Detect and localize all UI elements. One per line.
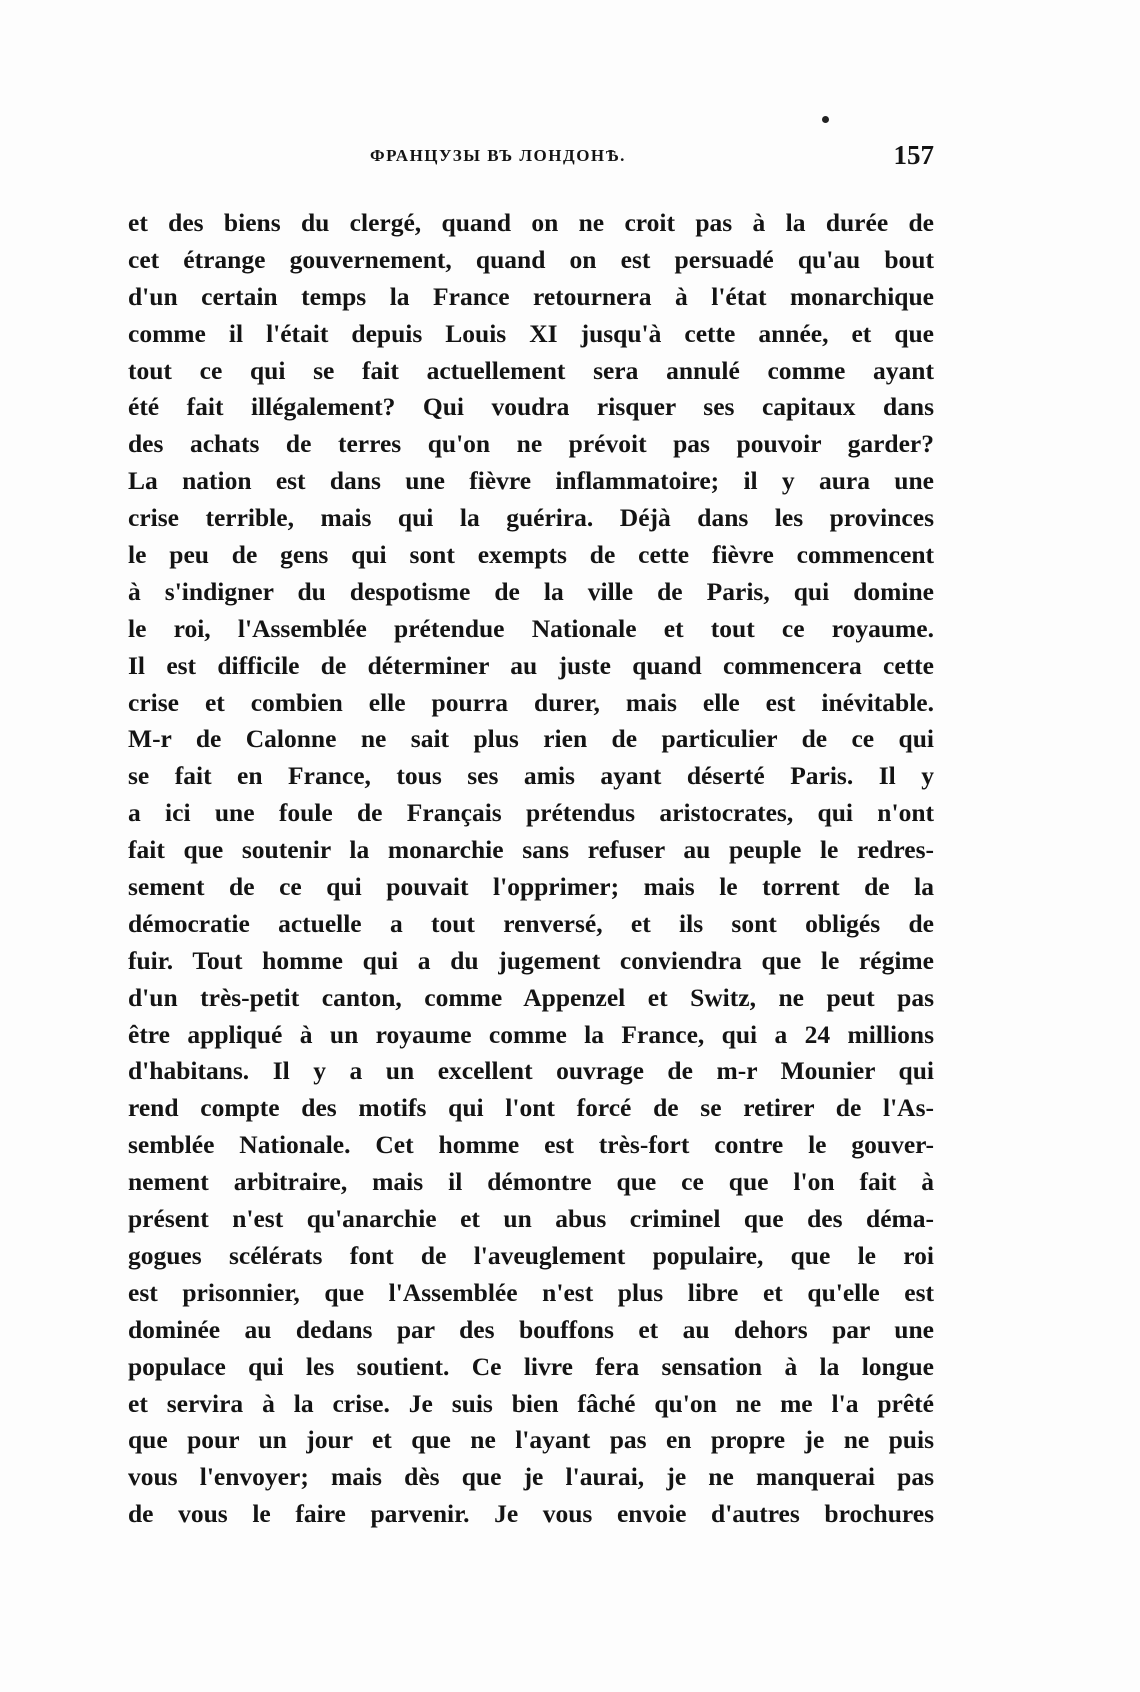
text-line: comme il l'était depuis Louis XI jusqu'à cette année, et que xyxy=(128,318,934,348)
page-header xyxy=(128,140,934,174)
text-line: à s'indigner du despotisme de la ville de Paris, qui domine xyxy=(128,576,934,606)
ink-speck xyxy=(822,116,829,123)
text-line: M-r de Calonne ne sait plus rien de particulier de ce qui xyxy=(128,724,934,754)
text-line: d'habitans. Il y a un excellent ouvrage de m-r Mounier qui xyxy=(128,1056,934,1086)
page-number: 157 xyxy=(893,140,934,170)
text-line: d'un très-petit canton, comme Appenzel et Switz, ne peut pas xyxy=(128,982,934,1012)
text-line: le roi, l'Assemblée prétendue Nationale et tout ce royaume. xyxy=(128,613,934,643)
text-line: La nation est dans une fièvre inflammatoire; il y aura une xyxy=(128,466,934,496)
text-line: de vous le faire parvenir. Je vous envoie d'autres brochures xyxy=(128,1499,934,1529)
text-line: rend compte des motifs qui l'ont forcé de se retirer de l'As- xyxy=(128,1093,934,1123)
text-line: tout ce qui se fait actuellement sera annulé comme ayant xyxy=(128,355,934,385)
text-line: et des biens du clergé, quand on ne croit pas à la durée de xyxy=(128,208,934,237)
text-line: le peu de gens qui sont exempts de cette fièvre commencent xyxy=(128,540,934,570)
text-line: Il est difficile de déterminer au juste quand commencera cette xyxy=(128,650,934,680)
text-line: et servira à la crise. Je suis bien fâché qu'on ne me l'a prêté xyxy=(128,1388,934,1418)
text-line: sement de ce qui pouvait l'opprimer; mais le torrent de la xyxy=(128,872,934,902)
text-line: cet étrange gouvernement, quand on est persuadé qu'au bout xyxy=(128,244,934,274)
text-line: été fait illégalement? Qui voudra risquer ses capitaux dans xyxy=(128,392,934,422)
text-line: est prisonnier, que l'Assemblée n'est plus libre et qu'elle est xyxy=(128,1277,934,1307)
text-line: des achats de terres qu'on ne prévoit pas pouvoir garder? xyxy=(128,429,934,459)
body-text xyxy=(128,205,934,1533)
text-line: a ici une foule de Français prétendus aristocrates, qui n'ont xyxy=(128,798,934,828)
text-line: que pour un jour et que ne l'ayant pas en propre je ne puis xyxy=(128,1425,934,1455)
text-line: fait que soutenir la monarchie sans refuser au peuple le redres- xyxy=(128,835,934,865)
text-line: populace qui les soutient. Ce livre fera sensation à la longue xyxy=(128,1351,934,1381)
text-line: être appliqué à un royaume comme la France, qui a 24 millions xyxy=(128,1019,934,1049)
text-line: dominée au dedans par des bouffons et au dehors par une xyxy=(128,1314,934,1344)
text-line: d'un certain temps la France retournera à l'état monarchique xyxy=(128,281,934,311)
text-line: se fait en France, tous ses amis ayant déserté Paris. Il y xyxy=(128,761,934,791)
text-line: gogues scélérats font de l'aveuglement populaire, que le roi xyxy=(128,1240,934,1270)
text-line: démocratie actuelle a tout renversé, et ils sont obligés de xyxy=(128,908,934,938)
text-line: vous l'envoyer; mais dès que je l'aurai, je ne manquerai pas xyxy=(128,1462,934,1492)
text-line: nement arbitraire, mais il démontre que ce que l'on fait à xyxy=(128,1167,934,1197)
text-line: fuir. Tout homme qui a du jugement conviendra que le régime xyxy=(128,945,934,975)
running-title: ФРАНЦУЗЫ ВЪ ЛОНДОНѢ. xyxy=(370,146,626,165)
text-line: semblée Nationale. Cet homme est très-fort contre le gouver- xyxy=(128,1130,934,1160)
text-line: crise terrible, mais qui la guérira. Déjà dans les provinces xyxy=(128,503,934,533)
text-line: crise et combien elle pourra durer, mais elle est inévitable. xyxy=(128,687,934,717)
text-line: présent n'est qu'anarchie et un abus criminel que des déma- xyxy=(128,1204,934,1234)
